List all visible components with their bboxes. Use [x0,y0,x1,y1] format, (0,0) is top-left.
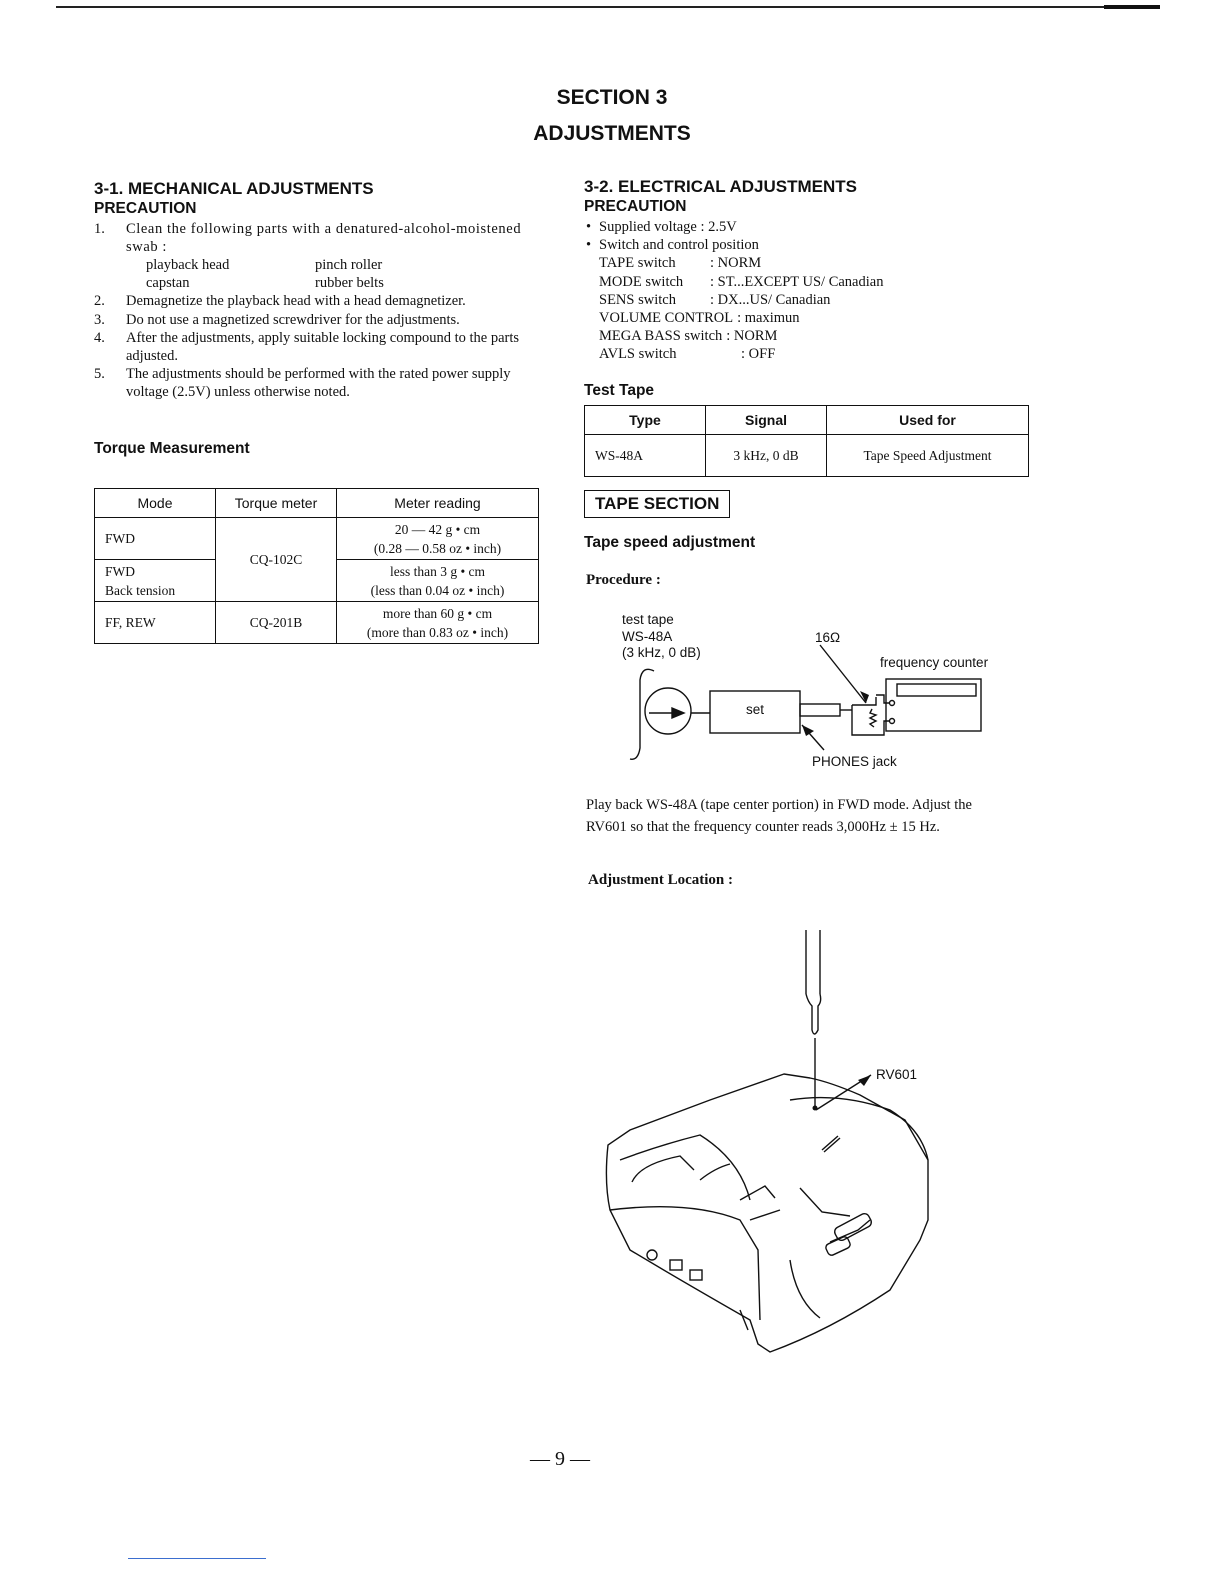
list-item: 1. Clean the following parts with a denatured-alcohol-moistened swab : [94,221,522,256]
tape-section-label: TAPE SECTION [584,490,730,518]
connection-diagram [584,605,1024,780]
tape-reel-icon [645,688,691,734]
switch-row [599,254,1064,272]
mechanical-heading: 3-1. MECHANICAL ADJUSTMENTS [94,179,374,198]
cassette-player-drawing [590,920,950,1360]
switch-row [599,291,1064,309]
electrical-precautions [584,218,1064,364]
list-item: 2. Demagnetize the playback head with a head demagnetizer. [94,293,466,310]
precaution-label: PRECAUTION [584,198,687,215]
column-header: Torque meter [216,489,337,518]
switch-row [599,309,1064,327]
table-cell: 20 — 42 g • cm (0.28 — 0.58 oz • inch) [337,518,539,560]
switch-name: VOLUME CONTROL [599,309,734,326]
table-cell: FF, REW [95,602,216,644]
bullet: • [586,237,592,254]
precaution-label: PRECAUTION [94,200,197,217]
list-item: 3. Do not use a magnetized screwdriver for the adjustments. [94,311,460,328]
table-row [95,518,539,560]
column-header: Used for [827,406,1029,435]
switch-list [584,254,1064,363]
top-rule-accent [1104,5,1160,9]
table-cell: WS-48A [585,435,706,477]
list-item: 5. The adjustments should be performed with the rated power supply voltage (2.5V) unless otherwise noted. [94,366,511,401]
bottom-link-line [128,1558,266,1559]
switch-row [599,345,1064,363]
switch-name: SENS switch [599,291,676,308]
list-item: 4. After the adjustments, apply suitable locking compound to the parts adjusted. [94,329,520,365]
switch-value: : DX...US/ Canadian [710,291,831,308]
screwdriver-icon [806,994,821,1034]
column-header: Type [585,406,706,435]
player-outline [606,1074,928,1352]
mechanical-section [94,179,544,402]
switch-value: : NORM [726,328,778,345]
part-rubber-belts: rubber belts [315,275,384,292]
column-header: Signal [706,406,827,435]
switch-name: TAPE switch [599,255,676,272]
phones-jack-label: PHONES jack [812,754,897,769]
switch-name: AVLS switch [599,346,677,363]
frequency-counter-label: frequency counter [880,655,989,670]
part-capstan: capstan [146,275,190,292]
column-header: Mode [95,489,216,518]
list-item: • Switch and control position [586,237,759,254]
tape-section-box [584,490,730,518]
set-box [710,691,800,733]
table-cell: less than 3 g • cm (less than 0.04 oz • inch) [337,560,539,602]
precaution-list [94,220,539,402]
procedure-label: Procedure : [586,572,661,588]
switch-row [599,327,1064,345]
switch-name: MODE switch [599,273,684,290]
switch-row [599,273,1064,291]
resistor-icon [870,709,876,727]
part-playback-head: playback head [146,257,230,274]
table-cell: CQ-201B [216,602,337,644]
section-label: SECTION 3 [556,86,668,109]
tape-speed-heading: Tape speed adjustment [584,534,756,551]
procedure-text: Play back WS-48A (tape center portion) in FWD mode. Adjust the RV601 so that the frequency counter reads 3,000Hz ± 15 Hz. [586,797,972,835]
table-row [95,602,539,644]
connection-diagram-svg [584,605,1024,780]
switch-value: : ST...EXCEPT US/ Canadian [710,273,884,290]
column-header: Meter reading [337,489,539,518]
list-item: • Supplied voltage : 2.5V [586,219,737,235]
top-rule [56,6,1160,8]
table-header-row [585,406,1029,435]
switch-value: : NORM [710,255,762,272]
test-tape-table [584,405,1029,477]
switch-value: : maximun [737,309,800,326]
table-cell: Tape Speed Adjustment [827,435,1029,477]
table-cell: FWD Back tension [95,560,216,602]
page-number: — 9 — [530,1448,590,1470]
set-label: set [746,702,765,717]
table-cell: more than 60 g • cm (more than 0.83 oz • inch) [337,602,539,644]
torque-heading: Torque Measurement [94,440,250,457]
test-tape-heading: Test Tape [584,382,655,399]
switch-value: : OFF [741,346,776,363]
electrical-section [584,177,1064,364]
frequency-counter-box [886,679,981,731]
counter-display [897,684,976,696]
table-row [585,435,1029,477]
bullet: • [586,219,592,235]
torque-table [94,488,539,644]
table-cell: 3 kHz, 0 dB [706,435,827,477]
resistor-label: 16Ω [815,630,841,645]
table-cell: FWD [95,518,216,560]
clean-parts-list [94,256,539,292]
table-header-row [95,489,539,518]
adjustment-location-label: Adjustment Location : [588,872,733,888]
tape-bracket [630,669,654,759]
table-cell: CQ-102C [216,518,337,602]
switch-name: MEGA BASS switch [599,328,723,345]
rv601-label: RV601 [876,1067,918,1082]
part-pinch-roller: pinch roller [315,257,383,274]
electrical-heading: 3-2. ELECTRICAL ADJUSTMENTS [584,177,857,196]
test-tape-label: test tape WS-48A (3 kHz, 0 dB) [622,612,701,660]
section-title: ADJUSTMENTS [533,122,691,145]
